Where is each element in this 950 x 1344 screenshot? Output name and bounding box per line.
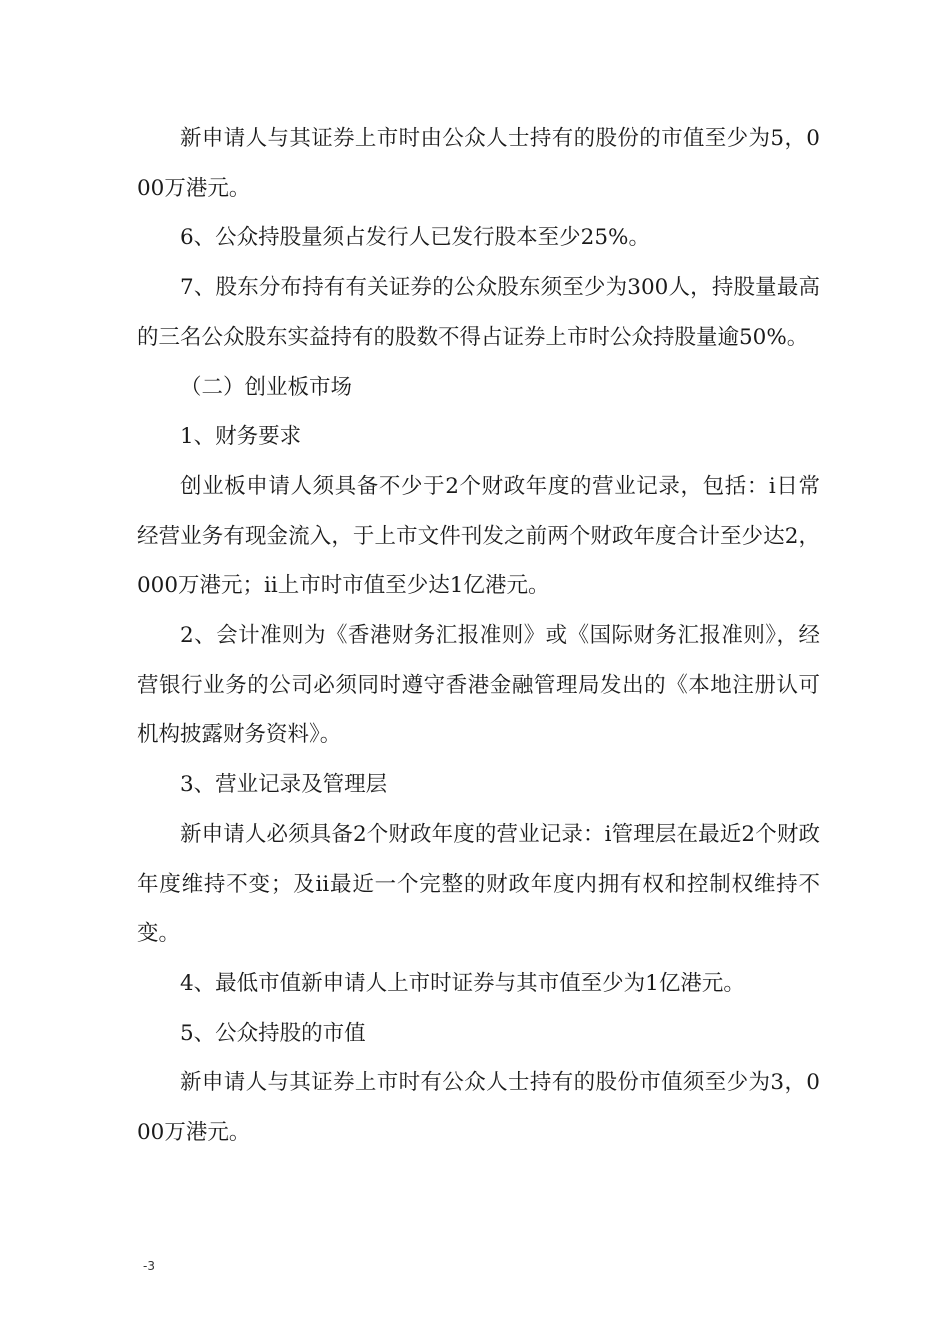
paragraph-gem-public-value: 新申请人与其证券上市时有公众人士持有的股份市值须至少为3，000万港元。 bbox=[137, 1070, 820, 1146]
paragraph-management-continuity: 新申请人必须具备2个财政年度的营业记录：i管理层在最近2个财政年度维持不变；及ii最近一个完整的财政年度内拥有权和控制权维持不变。 bbox=[137, 821, 820, 947]
paragraph-main-board-public-value: 新申请人与其证券上市时由公众人士持有的股份的市值至少为5，000万港元。 bbox=[137, 126, 820, 201]
page-number: -3 bbox=[143, 1259, 155, 1273]
subheading-track-record-management: 3、营业记录及管理层 bbox=[180, 772, 388, 798]
paragraph-gem-track-record: 创业板申请人须具备不少于2个财政年度的营业记录，包括：i日常经营业务有现金流入，于上市文件刊发之前两个财政年度合计至少达2，000万港元；ii上市时市值至少达1亿港元。 bbox=[137, 473, 820, 599]
subheading-public-float-value: 5、公众持股的市值 bbox=[180, 1020, 366, 1046]
paragraph-minimum-market-cap: 4、最低市值新申请人上市时证券与其市值至少为1亿港元。 bbox=[180, 970, 745, 996]
subheading-financial-requirements: 1、财务要求 bbox=[180, 424, 302, 450]
document-body bbox=[137, 114, 820, 1158]
paragraph-shareholder-distribution: 7、股东分布持有有关证券的公众股东须至少为300人，持股量最高的三名公众股东实益持有的股数不得占证券上市时公众持股量逾50%。 bbox=[137, 275, 820, 350]
section-heading-gem: （二）创业板市场 bbox=[180, 374, 353, 400]
paragraph-public-float: 6、公众持股量须占发行人已发行股本至少25%。 bbox=[180, 225, 650, 251]
paragraph-accounting-standards: 2、会计准则为《香港财务汇报准则》或《国际财务汇报准则》，经营银行业务的公司必须同时遵守香港金融管理局发出的《本地注册认可机构披露财务资料》。 bbox=[137, 623, 820, 748]
